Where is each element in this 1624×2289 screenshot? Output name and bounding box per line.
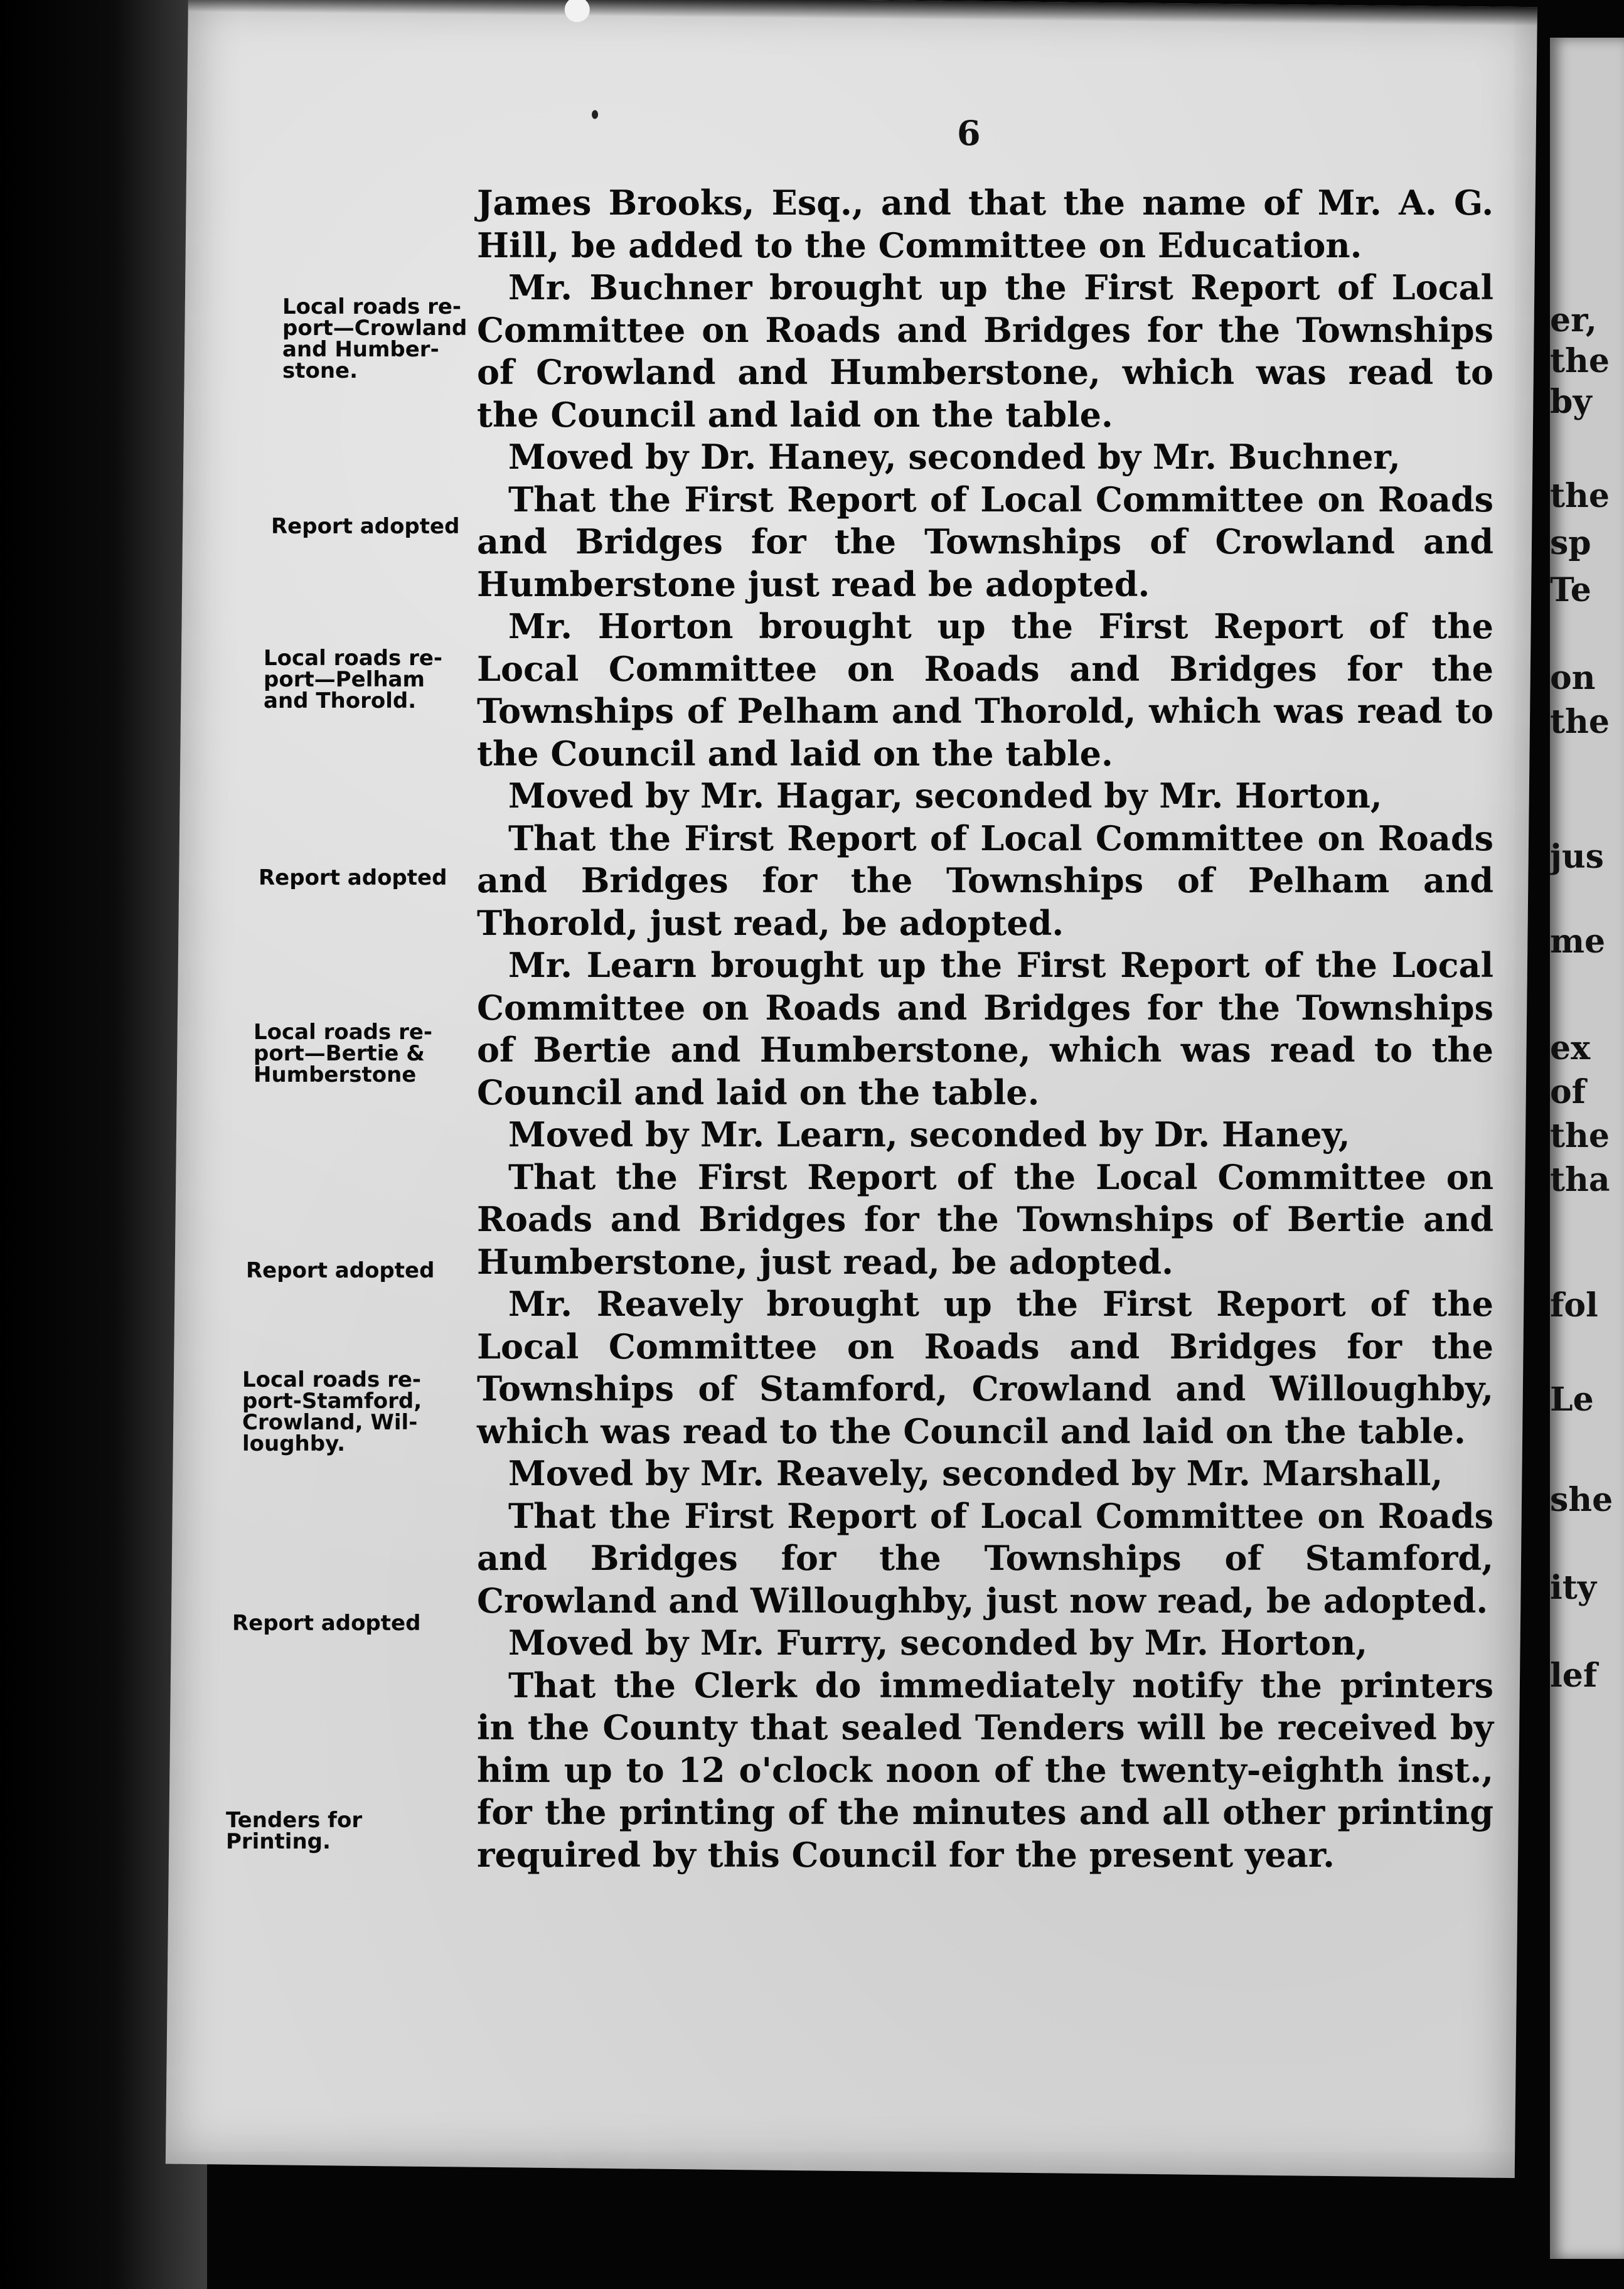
margin-note-tenders — [226, 1810, 414, 1852]
strip-word: she — [1550, 1481, 1613, 1519]
margin-note-line: stone. — [282, 358, 358, 383]
margin-note-bertie — [254, 1022, 442, 1086]
paragraph: Mr. Learn brought up the First Report of the Local Committee on Roads and Bridges for the Townships of Bertie and Humberstone, which was read to the Council and laid on the table. — [477, 945, 1493, 1112]
strip-word: of — [1550, 1073, 1586, 1111]
paragraph: That the First Report of Local Committee on Roads and Bridges for the Townships of Stamford, Crowland and Willoughby, just now read, be adopted. — [477, 1495, 1493, 1621]
margin-note-pelham — [264, 648, 452, 712]
margin-note-line: port—Crowland — [282, 316, 467, 341]
margin-note-line: Report adopted — [259, 865, 447, 890]
margin-note-line: Local roads re- — [282, 294, 462, 319]
strip-word: the — [1550, 1117, 1610, 1155]
strip-word: fol — [1550, 1286, 1598, 1325]
margin-note-line: Report adopted — [271, 514, 460, 539]
margin-note-report-adopted — [232, 1613, 420, 1634]
strip-word: ity — [1550, 1569, 1596, 1607]
margin-note-crowland — [282, 296, 471, 382]
margin-note-line: Printing. — [226, 1829, 331, 1854]
paragraph: That the First Report of the Local Committee on Roads and Bridges for the Townships of Bertie and Humberstone, just read, be adopted. — [477, 1156, 1493, 1282]
strip-word: Le — [1550, 1380, 1594, 1419]
margin-note-line: loughby. — [242, 1431, 346, 1456]
strip-word: ex — [1550, 1029, 1591, 1067]
margin-note-line: Local roads re- — [242, 1367, 422, 1392]
margin-note-line: port—Bertie & — [254, 1041, 425, 1066]
strip-word: jus — [1550, 838, 1604, 876]
strip-word: by — [1550, 383, 1592, 421]
paragraph: Mr. Buchner brought up the First Report of Local Committee on Roads and Bridges for the Townships of Crowland and Humberstone, which was read to the Council and laid on the table. — [477, 267, 1493, 435]
dust-speck — [565, 0, 590, 22]
paragraph: Moved by Mr. Hagar, seconded by Mr. Horton, — [508, 776, 1382, 816]
page-number: 6 — [957, 113, 981, 153]
paragraph: Mr. Reavely brought up the First Report of the Local Committee on Roads and Bridges for the Townships of Stamford, Crowland and Willoughby, which was read to the Council and laid on the table. — [477, 1284, 1493, 1451]
margin-note-report-adopted — [259, 867, 447, 888]
paragraph: That the Clerk do immediately notify the printers in the County that sealed Tenders will be received by him up to 12 o'clock noon of the twenty-eighth inst., for the printing of the minutes and all other printing required by this Council for the present year. — [477, 1665, 1493, 1875]
margin-note-line: Tenders for — [226, 1808, 363, 1833]
margin-note-line: Local roads re- — [264, 646, 443, 671]
paragraph: That the First Report of Local Committee on Roads and Bridges for the Townships of Pelham and Thorold, just read, be adopted. — [477, 818, 1493, 943]
margin-note-line: Crowland, Wil- — [242, 1410, 418, 1435]
margin-note-report-adopted — [246, 1260, 434, 1281]
paragraph: James Brooks, Esq., and that the name of Mr. A. G. Hill, be added to the Committee on Education. — [477, 183, 1493, 265]
margin-note-line: port—Pelham — [264, 667, 425, 692]
strip-word: Te — [1550, 571, 1591, 609]
margin-note-line: Local roads re- — [254, 1020, 433, 1045]
margin-note-line: and Thorold. — [264, 688, 417, 713]
minutes-body — [477, 182, 1493, 1876]
paragraph: Moved by Mr. Learn, seconded by Dr. Haney, — [508, 1114, 1350, 1155]
strip-word: lef — [1550, 1657, 1598, 1695]
paragraph: Mr. Horton brought up the First Report of the Local Committee on Roads and Bridges for the Townships of Pelham and Thorold, which was read to the Council and laid on the table. — [477, 606, 1493, 774]
strip-word: tha — [1550, 1161, 1610, 1199]
paragraph: Moved by Mr. Reavely, seconded by Mr. Marshall, — [508, 1453, 1443, 1493]
strip-word: me — [1550, 922, 1606, 961]
strip-word: er, — [1550, 301, 1597, 339]
adjacent-page-strip — [1550, 38, 1624, 2259]
dust-speck — [592, 110, 598, 119]
strip-word: the — [1550, 477, 1610, 515]
margin-note-line: Report adopted — [246, 1258, 435, 1283]
paragraph: Moved by Mr. Furry, seconded by Mr. Horton, — [508, 1623, 1368, 1663]
strip-word: the — [1550, 703, 1610, 741]
strip-word: sp — [1550, 524, 1591, 562]
strip-word: on — [1550, 659, 1596, 697]
paragraph: That the First Report of Local Committee on Roads and Bridges for the Townships of Crowland and Humberstone just read be adopted. — [477, 479, 1493, 604]
paragraph: Moved by Dr. Haney, seconded by Mr. Buchner, — [508, 437, 1401, 477]
page-shadow — [188, 0, 1537, 26]
margin-note-line: port-Stamford, — [242, 1389, 422, 1414]
margin-note-stamford — [242, 1369, 430, 1454]
strip-word: the — [1550, 342, 1610, 380]
margin-note-line: Humberstone — [254, 1062, 417, 1087]
margin-note-line: Report adopted — [232, 1611, 421, 1636]
margin-note-report-adopted — [271, 516, 459, 537]
margin-note-line: and Humber- — [282, 337, 439, 362]
